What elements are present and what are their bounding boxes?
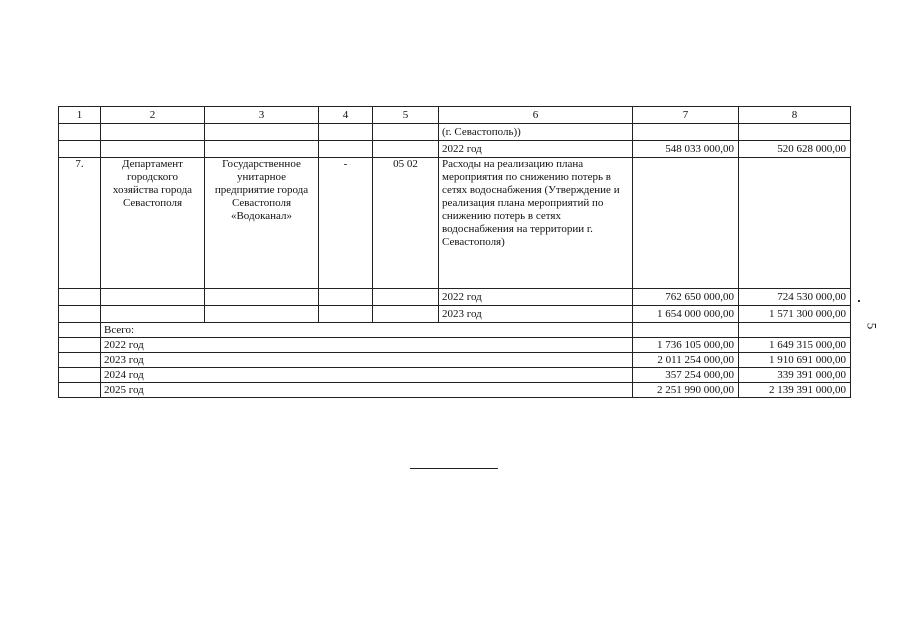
amount-col8: 520 628 000,00 (739, 141, 851, 158)
header-col-2: 2 (101, 107, 205, 124)
total-col8: 1 910 691 000,00 (739, 353, 851, 368)
header-col-5: 5 (373, 107, 439, 124)
amount-col7: 548 033 000,00 (633, 141, 739, 158)
department-name: Департамент городского хозяйства города Севастополя (101, 158, 205, 289)
separator-line (410, 468, 498, 469)
header-col-4: 4 (319, 107, 373, 124)
header-col-1: 1 (59, 107, 101, 124)
item-number: 7. (59, 158, 101, 289)
header-col-3: 3 (205, 107, 319, 124)
year-label: 2022 год (101, 338, 633, 353)
expense-description: Расходы на реализацию плана мероприятия по снижению потерь в сетях водоснабжения (Утверждение и реализация плана мероприятий по снижению потерь в сетях водоснабжения на территории г. Севастополя) (439, 158, 633, 289)
total-col7: 357 254 000,00 (633, 368, 739, 383)
total-col8: 339 391 000,00 (739, 368, 851, 383)
year-label: 2023 год (101, 353, 633, 368)
table-row-total-2023 (59, 353, 851, 368)
budget-code: 05 02 (373, 158, 439, 289)
total-col8: 2 139 391 000,00 (739, 383, 851, 398)
table-header-row (59, 107, 851, 124)
table-row-item-7 (59, 158, 851, 289)
table-row-continuation (59, 124, 851, 141)
table-row-item-7-2023 (59, 306, 851, 323)
total-col7: 1 736 105 000,00 (633, 338, 739, 353)
page-number: 5 (864, 322, 880, 330)
col4-value: - (319, 158, 373, 289)
header-col-8: 8 (739, 107, 851, 124)
table-row-2022-prev (59, 141, 851, 158)
amount-col7: 762 650 000,00 (633, 289, 739, 306)
total-label: Всего: (101, 323, 633, 338)
total-col8: 1 649 315 000,00 (739, 338, 851, 353)
year-label: 2024 год (101, 368, 633, 383)
table-row-total-2022 (59, 338, 851, 353)
year-label: 2022 год (439, 289, 633, 306)
header-col-7: 7 (633, 107, 739, 124)
total-col7: 2 011 254 000,00 (633, 353, 739, 368)
amount-col8: 1 571 300 000,00 (739, 306, 851, 323)
table-row-item-7-2022 (59, 289, 851, 306)
year-label: 2023 год (439, 306, 633, 323)
amount-col8: 724 530 000,00 (739, 289, 851, 306)
table-row-total-2025 (59, 383, 851, 398)
total-col7: 2 251 990 000,00 (633, 383, 739, 398)
table-row-total-label (59, 323, 851, 338)
continuation-text: (г. Севастополь)) (439, 124, 633, 141)
budget-table (58, 106, 851, 398)
year-label: 2025 год (101, 383, 633, 398)
amount-col7: 1 654 000 000,00 (633, 306, 739, 323)
header-col-6: 6 (439, 107, 633, 124)
table-row-total-2024 (59, 368, 851, 383)
scan-dot (858, 300, 860, 302)
year-label: 2022 год (439, 141, 633, 158)
enterprise-name: Государственное унитарное предприятие города Севастополя «Водоканал» (205, 158, 319, 289)
